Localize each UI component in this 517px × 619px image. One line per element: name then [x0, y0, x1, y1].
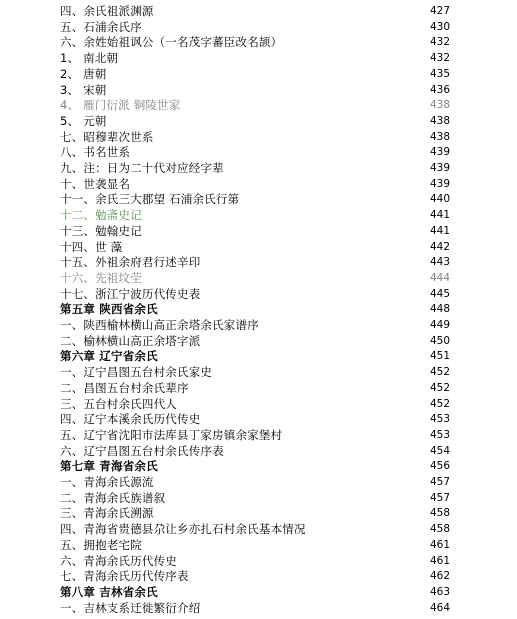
toc-entry-title: 5、 元朝	[60, 113, 107, 128]
toc-entry-title: 二、昌图五台村余氏辈序	[60, 380, 189, 395]
toc-page-number: 442	[429, 240, 450, 253]
toc-entry	[60, 144, 450, 160]
toc-entry	[60, 568, 450, 584]
toc-page-number: 438	[429, 99, 450, 112]
toc-entry-title: 九、注：日为二十代对应经字辈	[60, 161, 224, 175]
toc-entry	[60, 34, 450, 50]
toc-page-number: 452	[429, 366, 450, 379]
toc-entry	[60, 553, 450, 569]
toc-entry-title: 五、石浦余氏序	[60, 19, 142, 34]
toc-entry	[60, 160, 450, 176]
toc-entry	[60, 600, 450, 616]
toc-page-number: 450	[429, 334, 450, 347]
toc-entry-title: 四、余氏祖派渊源	[60, 4, 154, 18]
toc-chapter-heading	[60, 301, 450, 317]
toc-page-number: 448	[429, 303, 450, 316]
toc-entry-title: 五、拥抱老宅院	[60, 537, 142, 552]
toc-entry	[60, 129, 450, 145]
toc-entry	[60, 191, 450, 207]
toc-entry	[60, 364, 450, 380]
toc-entry	[60, 443, 450, 459]
toc-entry-title: 一、青海余氏源流	[60, 475, 154, 489]
toc-page-number: 441	[429, 209, 450, 222]
toc-chapter-heading	[60, 584, 450, 600]
toc-entry	[60, 66, 450, 82]
toc-entry	[60, 474, 450, 490]
toc-entry-title: 3、 宋朝	[60, 82, 107, 97]
toc-entry-title: 十二、勉斋史记	[60, 208, 142, 223]
toc-entry	[60, 270, 450, 286]
toc-page-number: 438	[429, 114, 450, 127]
toc-page-number: 463	[429, 585, 450, 598]
toc-entry	[60, 97, 450, 113]
toc-page-number: 457	[429, 491, 450, 504]
toc-entry-title: 第五章 陕西省余氏	[60, 302, 158, 317]
toc-page-number: 439	[429, 146, 450, 159]
toc-page-number: 440	[429, 193, 450, 206]
toc-entry	[60, 223, 450, 239]
toc-entry-title: 二、榆林横山高正余塔字派	[60, 333, 201, 348]
toc-entry	[60, 521, 450, 537]
toc-page-number: 462	[429, 570, 450, 583]
toc-entry-title: 三、五台村余氏四代人	[60, 396, 177, 411]
toc-page-number: 445	[429, 287, 450, 300]
toc-entry-title: 2、 唐朝	[60, 66, 107, 81]
toc-entry	[60, 3, 450, 19]
toc-page-number: 439	[429, 177, 450, 190]
toc-entry	[60, 317, 450, 333]
toc-entry-title: 六、辽宁昌图五台村余氏传序表	[60, 443, 224, 458]
toc-entry-title: 4、 雁门衍派 铜陵世家	[60, 98, 181, 113]
toc-entry	[60, 505, 450, 521]
toc-entry-title: 十四、世 藻	[60, 239, 123, 254]
toc-page-number: 461	[429, 554, 450, 567]
toc-page-number: 438	[429, 130, 450, 143]
toc-entry	[60, 537, 450, 553]
toc-entry-title: 第六章 辽宁省余氏	[60, 349, 158, 364]
toc-page-number: 458	[429, 523, 450, 536]
toc-page-number: 458	[429, 507, 450, 520]
toc-entry-title: 六、余姓始祖讽公（一名茂字蕃臣改名颉）	[60, 35, 283, 50]
toc-entry	[60, 490, 450, 506]
toc-entry-title: 第七章 青海省余氏	[60, 459, 158, 474]
toc-page-number: 443	[429, 256, 450, 269]
toc-page-number: 453	[429, 428, 450, 441]
toc-page-number: 457	[429, 476, 450, 488]
toc-entry-title: 一、辽宁昌图五台村余氏家史	[60, 365, 213, 380]
toc-page-number: 452	[429, 397, 450, 410]
toc-entry-title: 七、青海余氏历代传序表	[60, 569, 189, 584]
toc-entry-title: 七、昭穆辈次世系	[60, 129, 154, 144]
toc-page-number: 432	[429, 36, 450, 49]
toc-entry	[60, 82, 450, 98]
toc-entry	[60, 239, 450, 255]
toc-page-number: 454	[429, 444, 450, 457]
toc-entry	[60, 411, 450, 427]
toc-page-number: 436	[429, 83, 450, 96]
toc-entry-title: 十六、先祖坟茔	[60, 270, 142, 285]
toc-entry-title: 十一、余氏三大郡望 石浦余氏行第	[60, 192, 240, 207]
toc-entry-title: 一、陕西榆林横山高正余塔余氏家谱序	[60, 318, 259, 332]
toc-entry-title: 六、青海余氏历代传史	[60, 553, 177, 568]
toc-page-number: 456	[429, 460, 450, 473]
toc-page-number: 449	[429, 319, 450, 331]
toc-page-number: 430	[429, 20, 450, 33]
toc-entry	[60, 113, 450, 129]
toc-entry-title: 十七、浙江宁波历代传史表	[60, 286, 201, 301]
toc-entry-title: 十五、外祖余府君行述辛印	[60, 255, 201, 270]
toc-page-number: 451	[429, 350, 450, 363]
toc-page-number: 464	[429, 601, 450, 614]
toc-page-number: 435	[429, 67, 450, 80]
toc-page-number: 461	[429, 538, 450, 551]
toc-entry-title: 第八章 吉林省余氏	[60, 584, 158, 599]
toc-page-number: 453	[429, 413, 450, 426]
toc-page-number: 441	[429, 224, 450, 237]
toc-entry	[60, 254, 450, 270]
toc-entry	[60, 286, 450, 302]
toc-entry-title: 三、青海余氏溯源	[60, 506, 154, 521]
toc-entry-title: 十、世袭显名	[60, 176, 131, 191]
toc-entry	[60, 333, 450, 349]
toc-page-number: 444	[429, 271, 450, 284]
toc-entry	[60, 396, 450, 412]
toc-entry-title: 十三、勉翰史记	[60, 223, 142, 238]
toc-entry-title: 四、青海省贵德县尕让乡亦扎石村余氏基本情况	[60, 522, 306, 537]
toc-entry	[60, 380, 450, 396]
toc-entry-title: 四、辽宁本溪余氏历代传史	[60, 412, 201, 427]
toc-page-number: 452	[429, 381, 450, 394]
toc-page-number: 427	[429, 5, 450, 17]
toc-entry	[60, 207, 450, 223]
toc-entry	[60, 427, 450, 443]
toc-chapter-heading	[60, 458, 450, 474]
toc-entry	[60, 176, 450, 192]
toc-entry-title: 二、青海余氏族谱叙	[60, 490, 166, 505]
toc-page-number: 432	[429, 52, 450, 65]
toc-page-number: 439	[429, 162, 450, 174]
toc-entry-title: 五、辽宁省沈阳市法库县丁家房镇余家堡村	[60, 427, 283, 442]
toc-entry-title: 八、书名世系	[60, 145, 131, 160]
toc-chapter-heading	[60, 348, 450, 364]
toc-entry	[60, 50, 450, 66]
toc-entry-title: 一、吉林支系迁徙繁衍介绍	[60, 600, 201, 615]
toc-entry-title: 1、 南北朝	[60, 51, 119, 66]
toc-entry	[60, 19, 450, 35]
